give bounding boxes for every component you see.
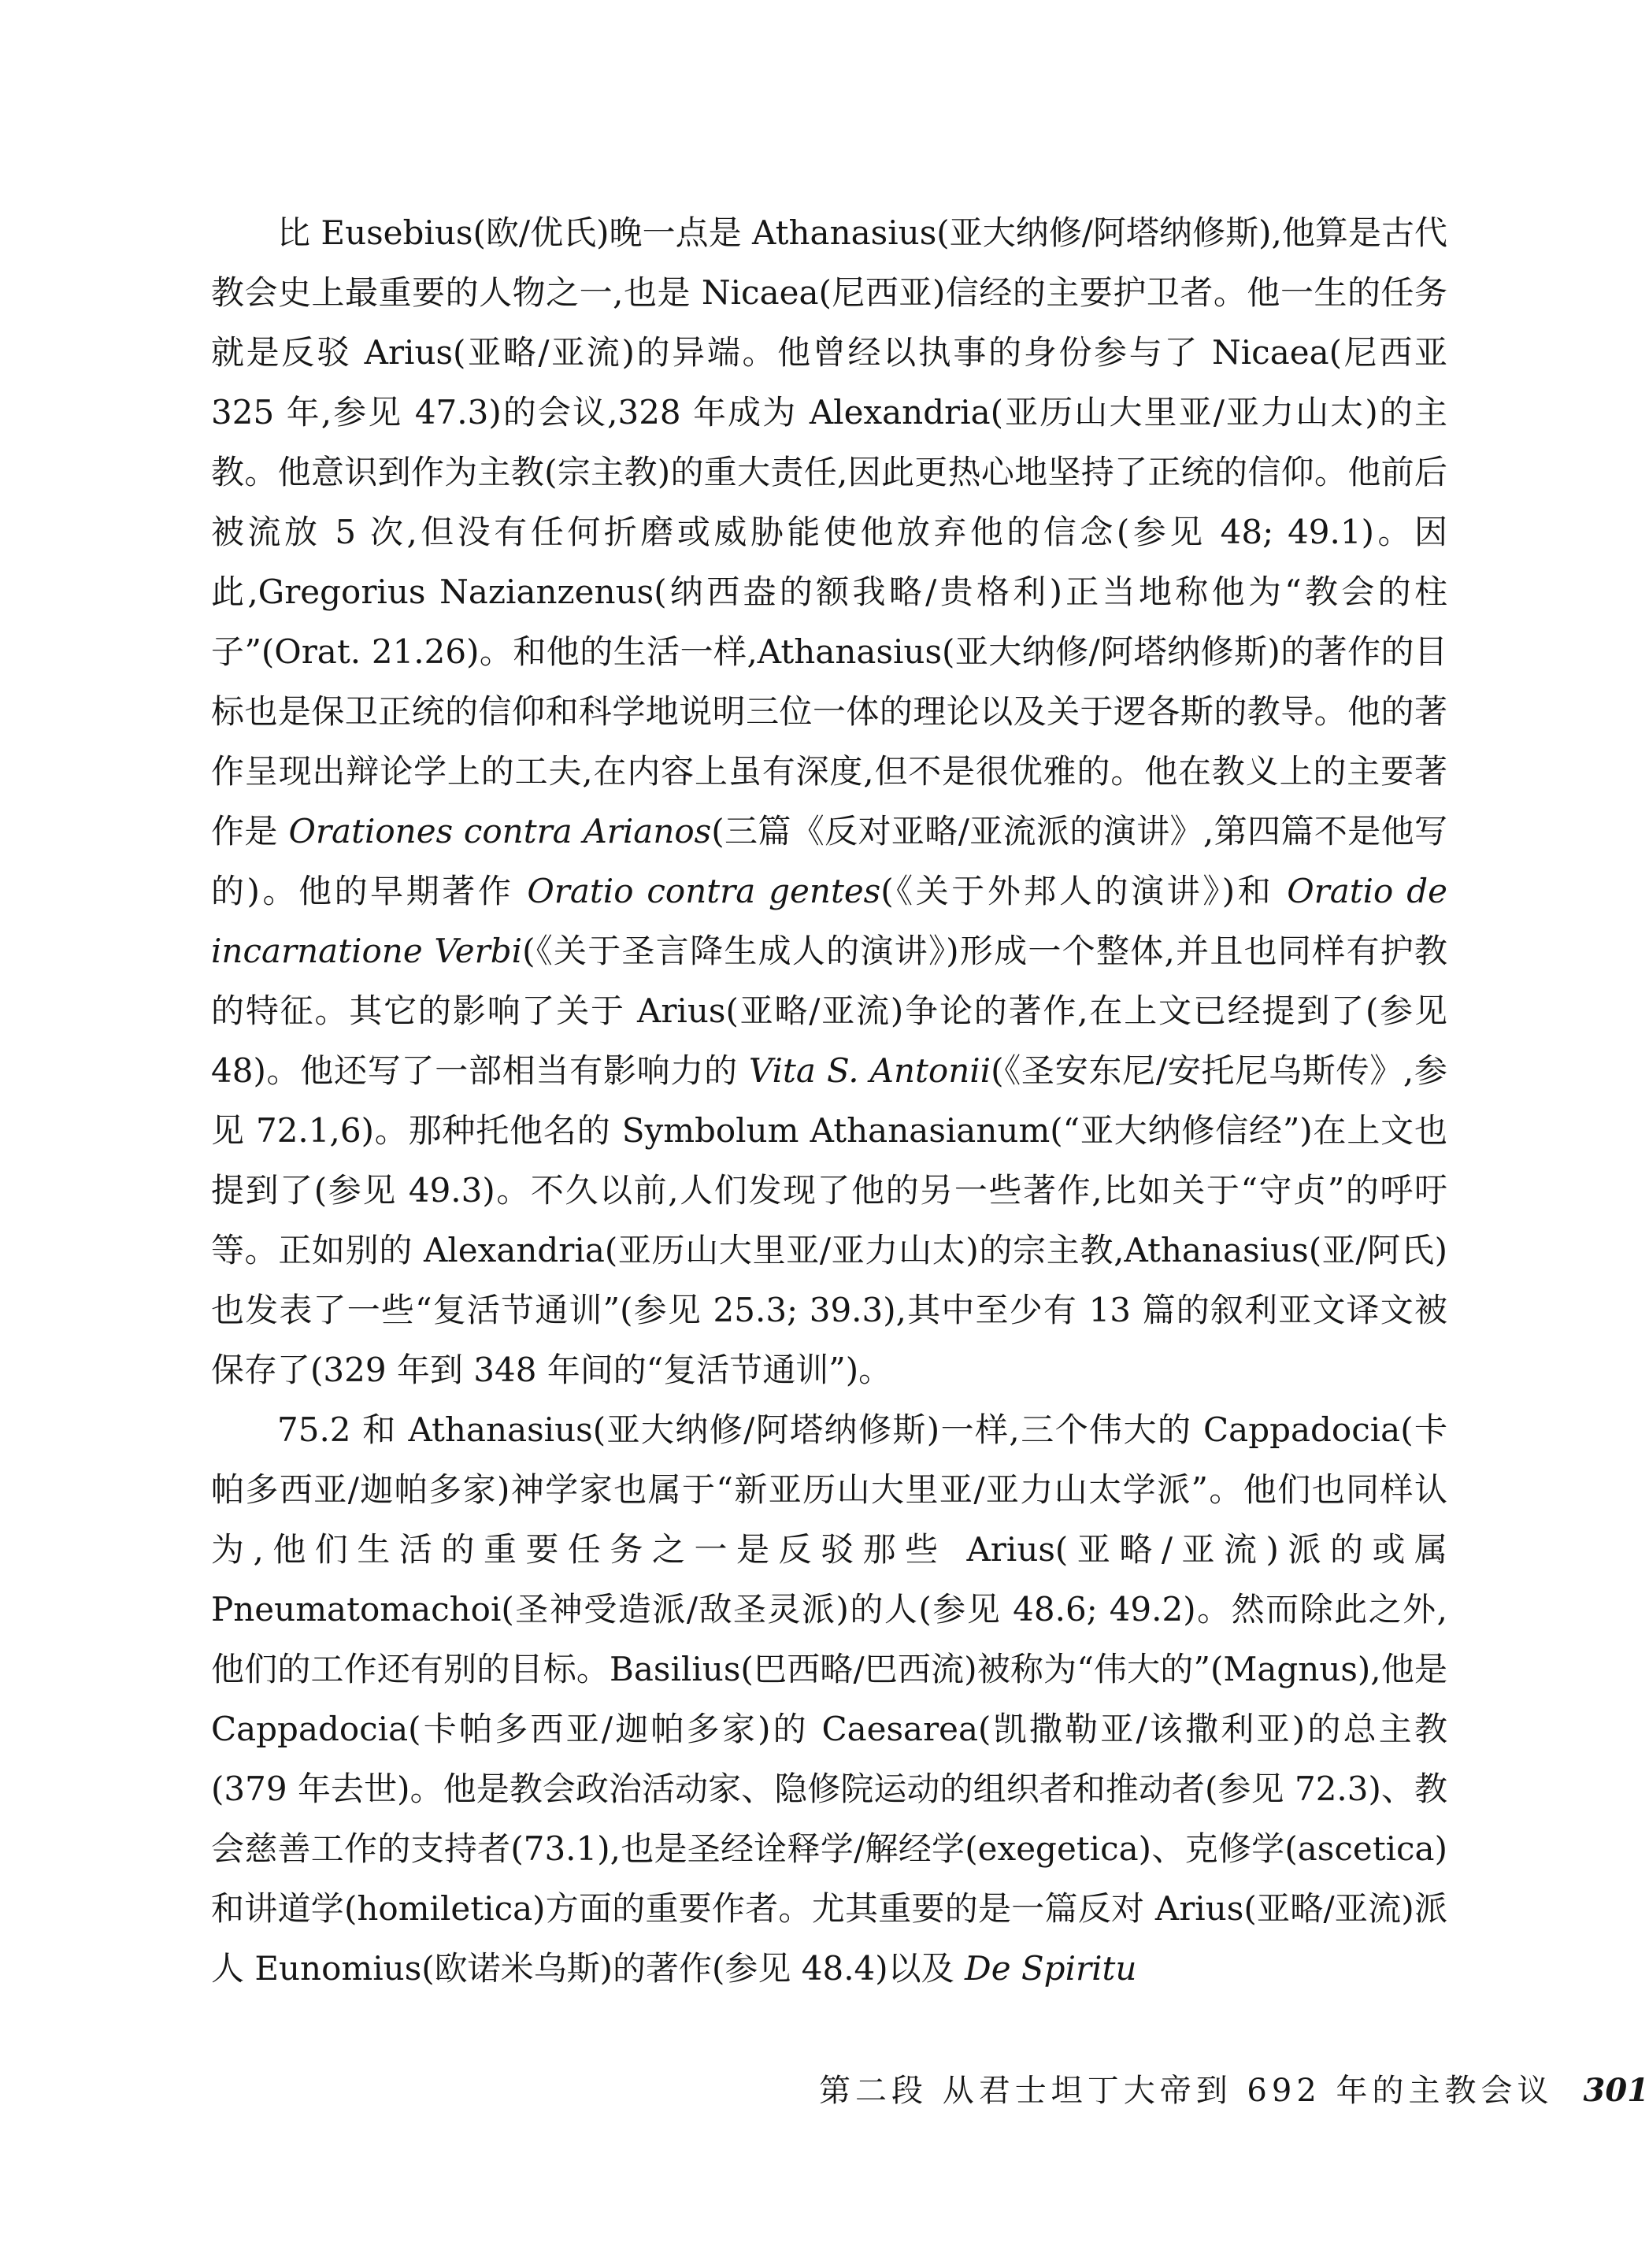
text-run: (《关于外邦人的演讲》)和: [880, 872, 1288, 910]
paragraph-athanasius: [211, 203, 1447, 1400]
italic-title-orationes-contra-arianos: Orationes contra Arianos: [288, 812, 712, 850]
text-run: (《关于圣言降生成人的演讲》)形成一个整体,并且也同样有护教的特征。其它的影响了关于 Arius(亚略/亚流)争论的著作,在上文已经提到了(参见 48)。他还写了一部相当有影响力的: [211, 932, 1447, 1090]
page-number: 301: [1583, 2072, 1649, 2109]
italic-title-vita-s-antonii: Vita S. Antonii: [748, 1051, 991, 1090]
text-run: (《圣安东尼/安托尼乌斯传》,参见 72.1,6)。那种托他名的 Symbolum Athanasianum(“亚大纳修信经”)在上文也提到了(参见 49.3)。不久以前,人们发现了他的另一些著作,比如关于“守贞”的呼吁等。正如别的 Alexandria(亚历山大里亚/亚力山太)的宗主教,Athanasius(亚/阿氏)也发表了一些“复活节通训”(参见 25.3; 39.3),其中至少有 13 篇的叙利亚文译文被保存了(329 年到 348 年间的“复活节通训”)。: [211, 1051, 1448, 1389]
running-footer: [819, 2067, 1649, 2114]
body-text: [211, 203, 1447, 1999]
italic-title-de-spiritu: De Spiritu: [965, 1949, 1137, 1988]
footer-section-title: 第二段 从君士坦丁大帝到 692 年的主教会议: [819, 2073, 1554, 2109]
italic-title-oratio-de-incarnatione-verbi: Oratio de incarnatione Verbi: [211, 872, 1447, 970]
text-run: (三篇《反对亚略/亚流派的演讲》,第四篇不是他写的)。他的早期著作: [211, 812, 1447, 910]
text-run: 75.2 和 Athanasius(亚大纳修/阿塔纳修斯)一样,三个伟大的 Cappadocia(卡帕多西亚/迦帕多家)神学家也属于“新亚历山大里亚/亚力山太学派”。他们也同样认为,他们生活的重要任务之一是反驳那些 Arius(亚略/亚流)派的或属 Pneumatomachoi(圣神受造派/敌圣灵派)的人(参见 48.6; 49.2)。然而除此之外,他们的工作还有别的目标。Basilius(巴西略/巴西流)被称为“伟大的”(Magnus),他是 Cappadocia(卡帕多西亚/迦帕多家)的 Caesarea(凯撒勒亚/该撒利亚)的总主教(379 年去世)。他是教会政治活动家、隐修院运动的组织者和推动者(参见 72.3)、教会慈善工作的支持者(73.1),也是圣经诠释学/解经学(exegetica)、克修学(ascetica)和讲道学(homiletica)方面的重要作者。尤其重要的是一篇反对 Arius(亚略/亚流)派人 Eunomius(欧诺米乌斯)的著作(参见 48.4)以及: [211, 1410, 1447, 1988]
paragraph-75-2-cappadocians: [211, 1400, 1447, 1999]
text-run: 比 Eusebius(欧/优氏)晚一点是 Athanasius(亚大纳修/阿塔纳修斯),他算是古代教会史上最重要的人物之一,也是 Nicaea(尼西亚)信经的主要护卫者。他一生的任务就是反驳 Arius(亚略/亚流)的异端。他曾经以执事的身份参与了 Nicaea(尼西亚 325 年,参见 47.3)的会议,328 年成为 Alexandria(亚历山大里亚/亚力山太)的主教。他意识到作为主教(宗主教)的重大责任,因此更热心地坚持了正统的信仰。他前后被流放 5 次,但没有任何折磨或威胁能使他放弃他的信念(参见 48; 49.1)。因此,Gregorius Nazianzenus(纳西盎的额我略/贵格利)正当地称他为“教会的柱子”(Orat. 21.26)。和他的生活一样,Athanasius(亚大纳修/阿塔纳修斯)的著作的目标也是保卫正统的信仰和科学地说明三位一体的理论以及关于逻各斯的教导。他的著作呈现出辩论学上的工夫,在内容上虽有深度,但不是很优雅的。他在教义上的主要著作是: [211, 213, 1447, 850]
italic-title-oratio-contra-gentes: Oratio contra gentes: [527, 872, 881, 910]
